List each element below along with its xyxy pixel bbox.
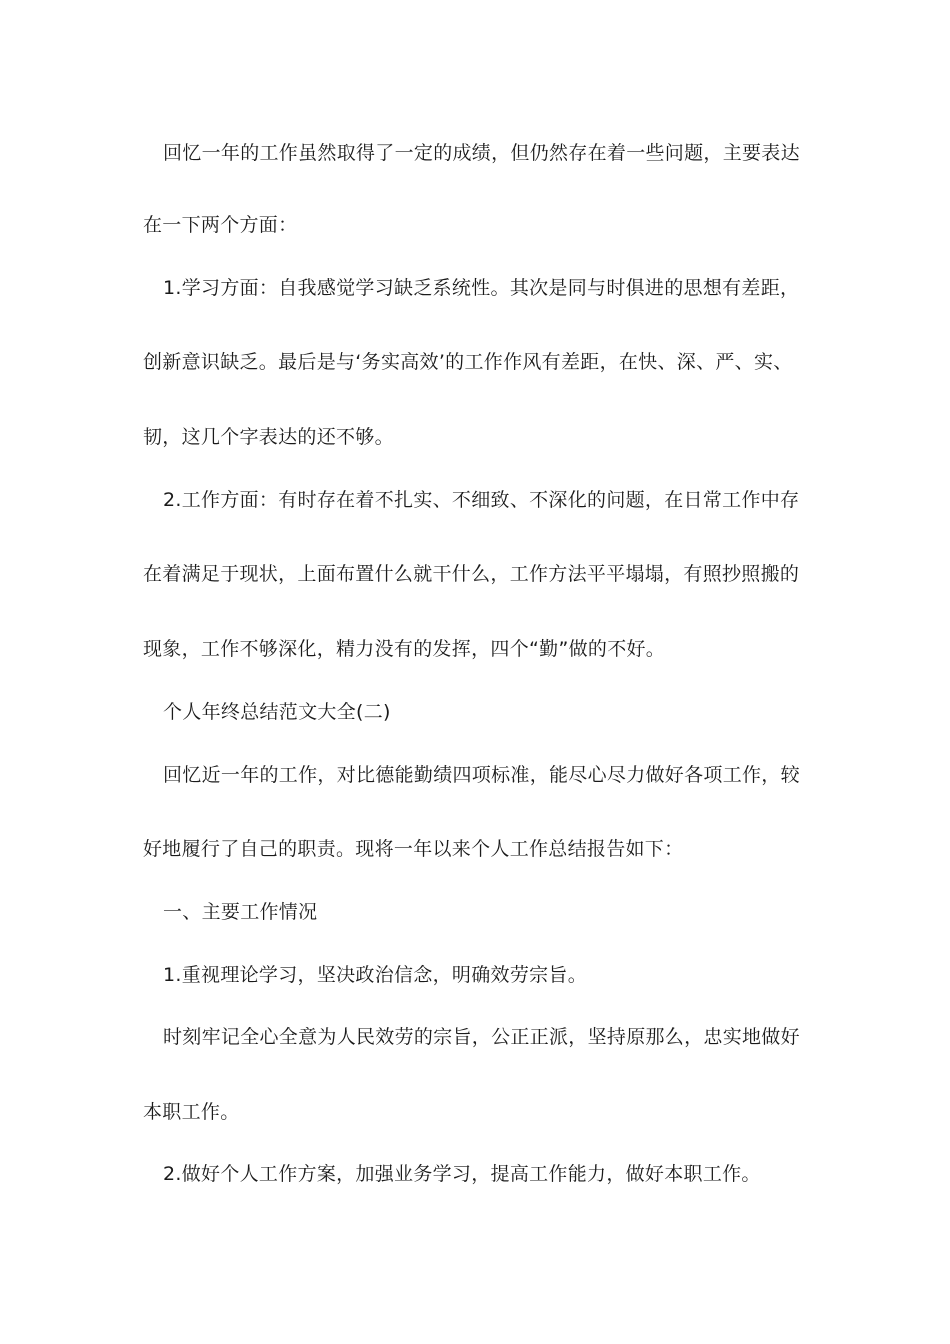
list-item-work: 2.工作方面：有时存在着不扎实、不细致、不深化的问题，在日常工作中存 — [163, 489, 800, 511]
paragraph-line: 现象，工作不够深化，精力没有的发挥，四个“勤”做的不好。 — [143, 638, 666, 660]
paragraph-line: 时刻牢记全心全意为人民效劳的宗旨，公正正派，坚持原那么，忠实地做好 — [163, 1026, 800, 1048]
list-item-study: 1.学习方面：自我感觉学习缺乏系统性。其次是同与时俱进的思想有差距， — [163, 277, 800, 299]
paragraph-line: 本职工作。 — [143, 1101, 240, 1123]
paragraph-line: 回忆一年的工作虽然取得了一定的成绩，但仍然存在着一些问题，主要表达 — [163, 142, 800, 164]
paragraph-line: 在一下两个方面： — [143, 214, 298, 236]
subsection-heading: 一、主要工作情况 — [163, 901, 318, 923]
paragraph-line: 好地履行了自己的职责。现将一年以来个人工作总结报告如下： — [143, 838, 684, 860]
list-item-theory: 1.重视理论学习，坚决政治信念，明确效劳宗旨。 — [163, 964, 588, 986]
paragraph-line: 在着满足于现状，上面布置什么就干什么，工作方法平平塌塌，有照抄照搬的 — [143, 563, 800, 585]
paragraph-line: 回忆近一年的工作，对比德能勤绩四项标准，能尽心尽力做好各项工作，较 — [163, 764, 800, 786]
paragraph-line: 韧，这几个字表达的还不够。 — [143, 426, 394, 448]
section-heading: 个人年终总结范文大全(二) — [163, 701, 391, 723]
paragraph-line: 创新意识缺乏。最后是与‘务实高效’的工作作风有差距，在快、深、严、实、 — [143, 351, 793, 373]
list-item-plan: 2.做好个人工作方案，加强业务学习，提高工作能力，做好本职工作。 — [163, 1163, 761, 1185]
